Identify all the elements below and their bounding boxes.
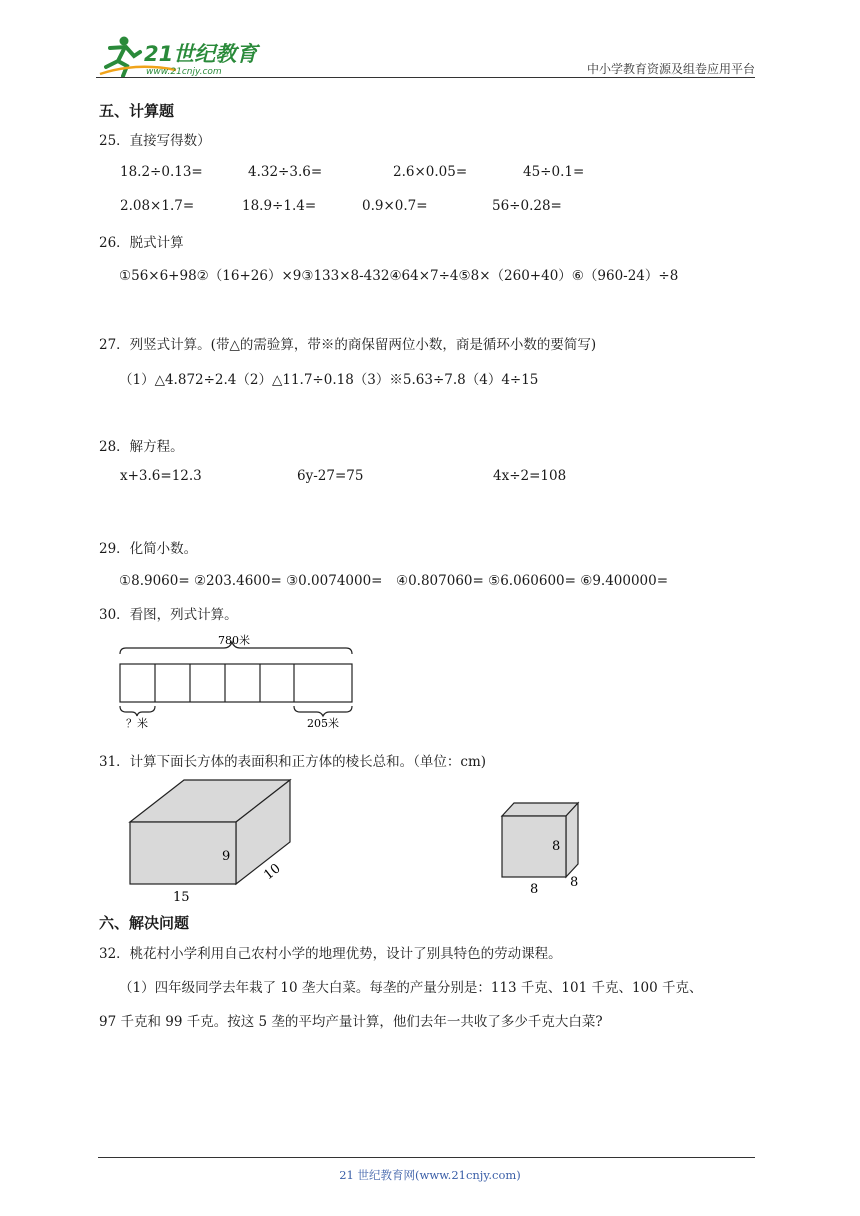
header-divider: [96, 77, 755, 78]
logo-text: 21世纪教育: [144, 42, 258, 66]
site-logo: [96, 34, 266, 78]
q32-stem: 32．桃花村小学利用自己农村小学的地理优势，设计了别具特色的劳动课程。: [99, 946, 562, 962]
cuboid-height-label: 9: [222, 849, 231, 864]
header-platform-text: 中小学教育资源及组卷应用平台: [586, 62, 755, 76]
section6-title: 六、解决问题: [99, 914, 190, 932]
q25-item-8: 56÷0.28=: [492, 198, 562, 214]
footer-link[interactable]: 21 世纪教育网(www.21cnjy.com): [339, 1168, 521, 1182]
q30-segment-diagram: [112, 632, 362, 736]
q25-item-1: 18.2÷0.13=: [120, 164, 203, 180]
cuboid-depth-label: 10: [261, 861, 284, 884]
left-brace: [120, 706, 155, 716]
q32-part1-line1: （1）四年级同学去年栽了 10 垄大白菜。每垄的产量分别是：113 千克、101 千克、100 千克、: [119, 980, 703, 996]
footer-divider: [98, 1157, 755, 1158]
cuboid-figure: [126, 776, 296, 910]
cube-height-label: 8: [552, 839, 561, 854]
runner-logo-icon: [96, 34, 266, 78]
q25-item-7: 0.9×0.7=: [362, 198, 428, 214]
q25-item-2: 4.32÷3.6=: [248, 164, 323, 180]
q27-stem: 27．列竖式计算。(带△的需验算，带※的商保留两位小数，商是循环小数的要简写): [99, 337, 597, 353]
cube-depth-label: 8: [570, 875, 579, 890]
cube-figure: [498, 798, 588, 902]
q31-stem: 31．计算下面长方体的表面积和正方体的棱长总和。（单位：cm): [99, 754, 487, 770]
q26-stem: 26．脱式计算: [99, 235, 184, 251]
q29-decimals: ①8.9060= ②203.4600= ③0.0074000= ④0.807060= ⑤6.060600= ⑥9.400000=: [119, 573, 669, 589]
right-brace: [294, 706, 352, 716]
q25-item-6: 18.9÷1.4=: [242, 198, 317, 214]
logo-url: www.21cnjy.com: [146, 67, 222, 77]
section5-title: 五、计算题: [99, 102, 175, 120]
q28-equation-2: 6y-27=75: [297, 468, 364, 484]
q25-item-5: 2.08×1.7=: [120, 198, 195, 214]
q25-item-4: 45÷0.1=: [523, 164, 585, 180]
q28-equation-3: 4x÷2=108: [493, 468, 567, 484]
q26-expressions: ①56×6+98②（16+26）×9③133×8-432④64×7÷4⑤8×（260+40）⑥（960-24）÷8: [119, 268, 679, 284]
known-length-label: 205米: [307, 717, 339, 730]
cuboid-length-label: 15: [173, 890, 190, 905]
q25-item-3: 2.6×0.05=: [393, 164, 468, 180]
q30-stem: 30．看图，列式计算。: [99, 607, 238, 623]
cube-width-label: 8: [530, 882, 539, 897]
unknown-length-label: ？米: [126, 717, 148, 730]
q28-equation-1: x+3.6=12.3: [120, 468, 202, 484]
q27-problems: （1）△4.872÷2.4（2）△11.7÷0.18（3）※5.63÷7.8（4）4÷15: [119, 372, 539, 388]
q32-part1-line2: 97 千克和 99 千克。按这 5 垄的平均产量计算，他们去年一共收了多少千克大白菜?: [99, 1014, 603, 1030]
q29-stem: 29．化简小数。: [99, 541, 198, 557]
total-length-label: 780米: [218, 634, 250, 647]
q25-stem: 25．直接写得数）: [99, 133, 211, 149]
q28-stem: 28．解方程。: [99, 439, 184, 455]
